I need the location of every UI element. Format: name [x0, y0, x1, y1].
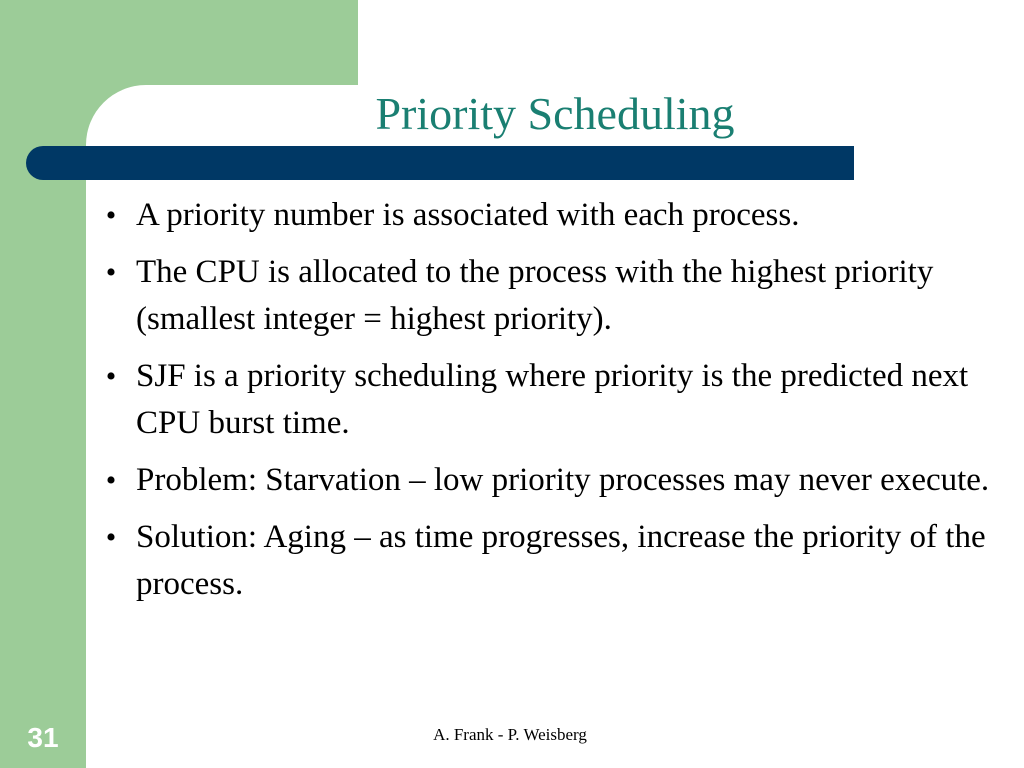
bullet-text: A priority number is associated with each process. — [136, 197, 800, 233]
footer-authors: A. Frank - P. Weisberg — [433, 725, 587, 744]
bullet-item — [96, 353, 996, 447]
bullet-text: The CPU is allocated to the process with the highest priority (smallest integer = highest priority). — [136, 254, 934, 337]
bullet-icon: • — [105, 256, 117, 289]
bullet-icon: • — [105, 360, 117, 393]
bullet-list — [96, 192, 996, 618]
left-green-strip — [0, 0, 86, 768]
bullet-item — [96, 457, 996, 504]
bullet-text: Problem: Starvation – low priority processes may never execute. — [136, 462, 990, 498]
bullet-text: SJF is a priority scheduling where priority is the predicted next CPU burst time. — [136, 358, 969, 441]
title-underline-bar — [26, 146, 854, 180]
bullet-item — [96, 249, 996, 343]
bullet-icon: • — [105, 521, 117, 554]
bullet-item — [96, 514, 996, 608]
bullet-item — [96, 192, 996, 239]
slide-number: 31 — [27, 722, 59, 753]
bullet-icon: • — [105, 464, 117, 497]
bullet-text: Solution: Aging – as time progresses, increase the priority of the process. — [136, 519, 986, 602]
bullet-icon: • — [105, 199, 117, 232]
slide-title: Priority Scheduling — [375, 88, 735, 139]
